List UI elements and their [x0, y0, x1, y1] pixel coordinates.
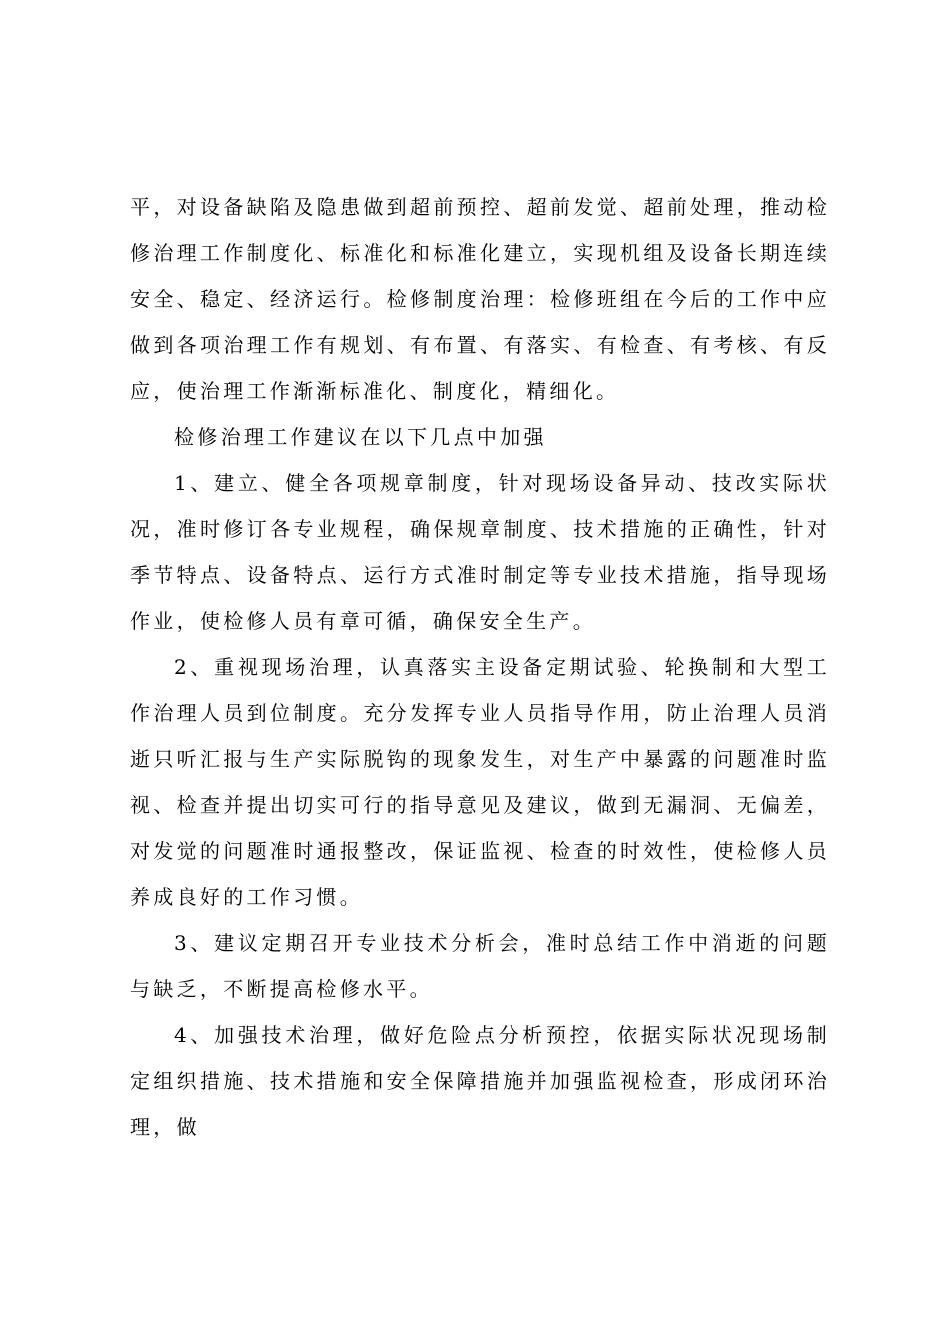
paragraph-item-3: 3、建议定期召开专业技术分析会，准时总结工作中消逝的问题与缺乏，不断提高检修水平。 [130, 931, 830, 1001]
paragraph-item-4: 4、加强技术治理，做好危险点分析预控，依据实际状况现场制定组织措施、技术措施和安全保障措施并加强监视检查，形成闭环治理，做 [130, 1023, 830, 1139]
document-body [130, 184, 830, 1150]
paragraph-continuation: 平，对设备缺陷及隐患做到超前预控、超前发觉、超前处理，推动检修治理工作制度化、标准化和标准化建立，实现机组及设备长期连续安全、稳定、经济运行。检修制度治理：检修班组在今后的工作中应做到各项治理工作有规划、有布置、有落实、有检查、有考核、有反应，使治理工作渐渐标准化、制度化，精细化。 [130, 195, 830, 403]
paragraph-item-2: 2、重视现场治理，认真落实主设备定期试验、轮换制和大型工作治理人员到位制度。充分发挥专业人员指导作用，防止治理人员消逝只听汇报与生产实际脱钩的现象发生，对生产中暴露的问题准时监视、检查并提出切实可行的指导意见及建议，做到无漏洞、无偏差，对发觉的问题准时通报整改，保证监视、检查的时效性，使检修人员养成良好的工作习惯。 [130, 655, 830, 909]
paragraph-item-1: 1、建立、健全各项规章制度，针对现场设备异动、技改实际状况，准时修订各专业规程，确保规章制度、技术措施的正确性，针对季节特点、设备特点、运行方式准时制定等专业技术措施，指导现场作业，使检修人员有章可循，确保安全生产。 [130, 471, 830, 633]
paragraph-section-heading: 检修治理工作建议在以下几点中加强 [174, 425, 547, 449]
